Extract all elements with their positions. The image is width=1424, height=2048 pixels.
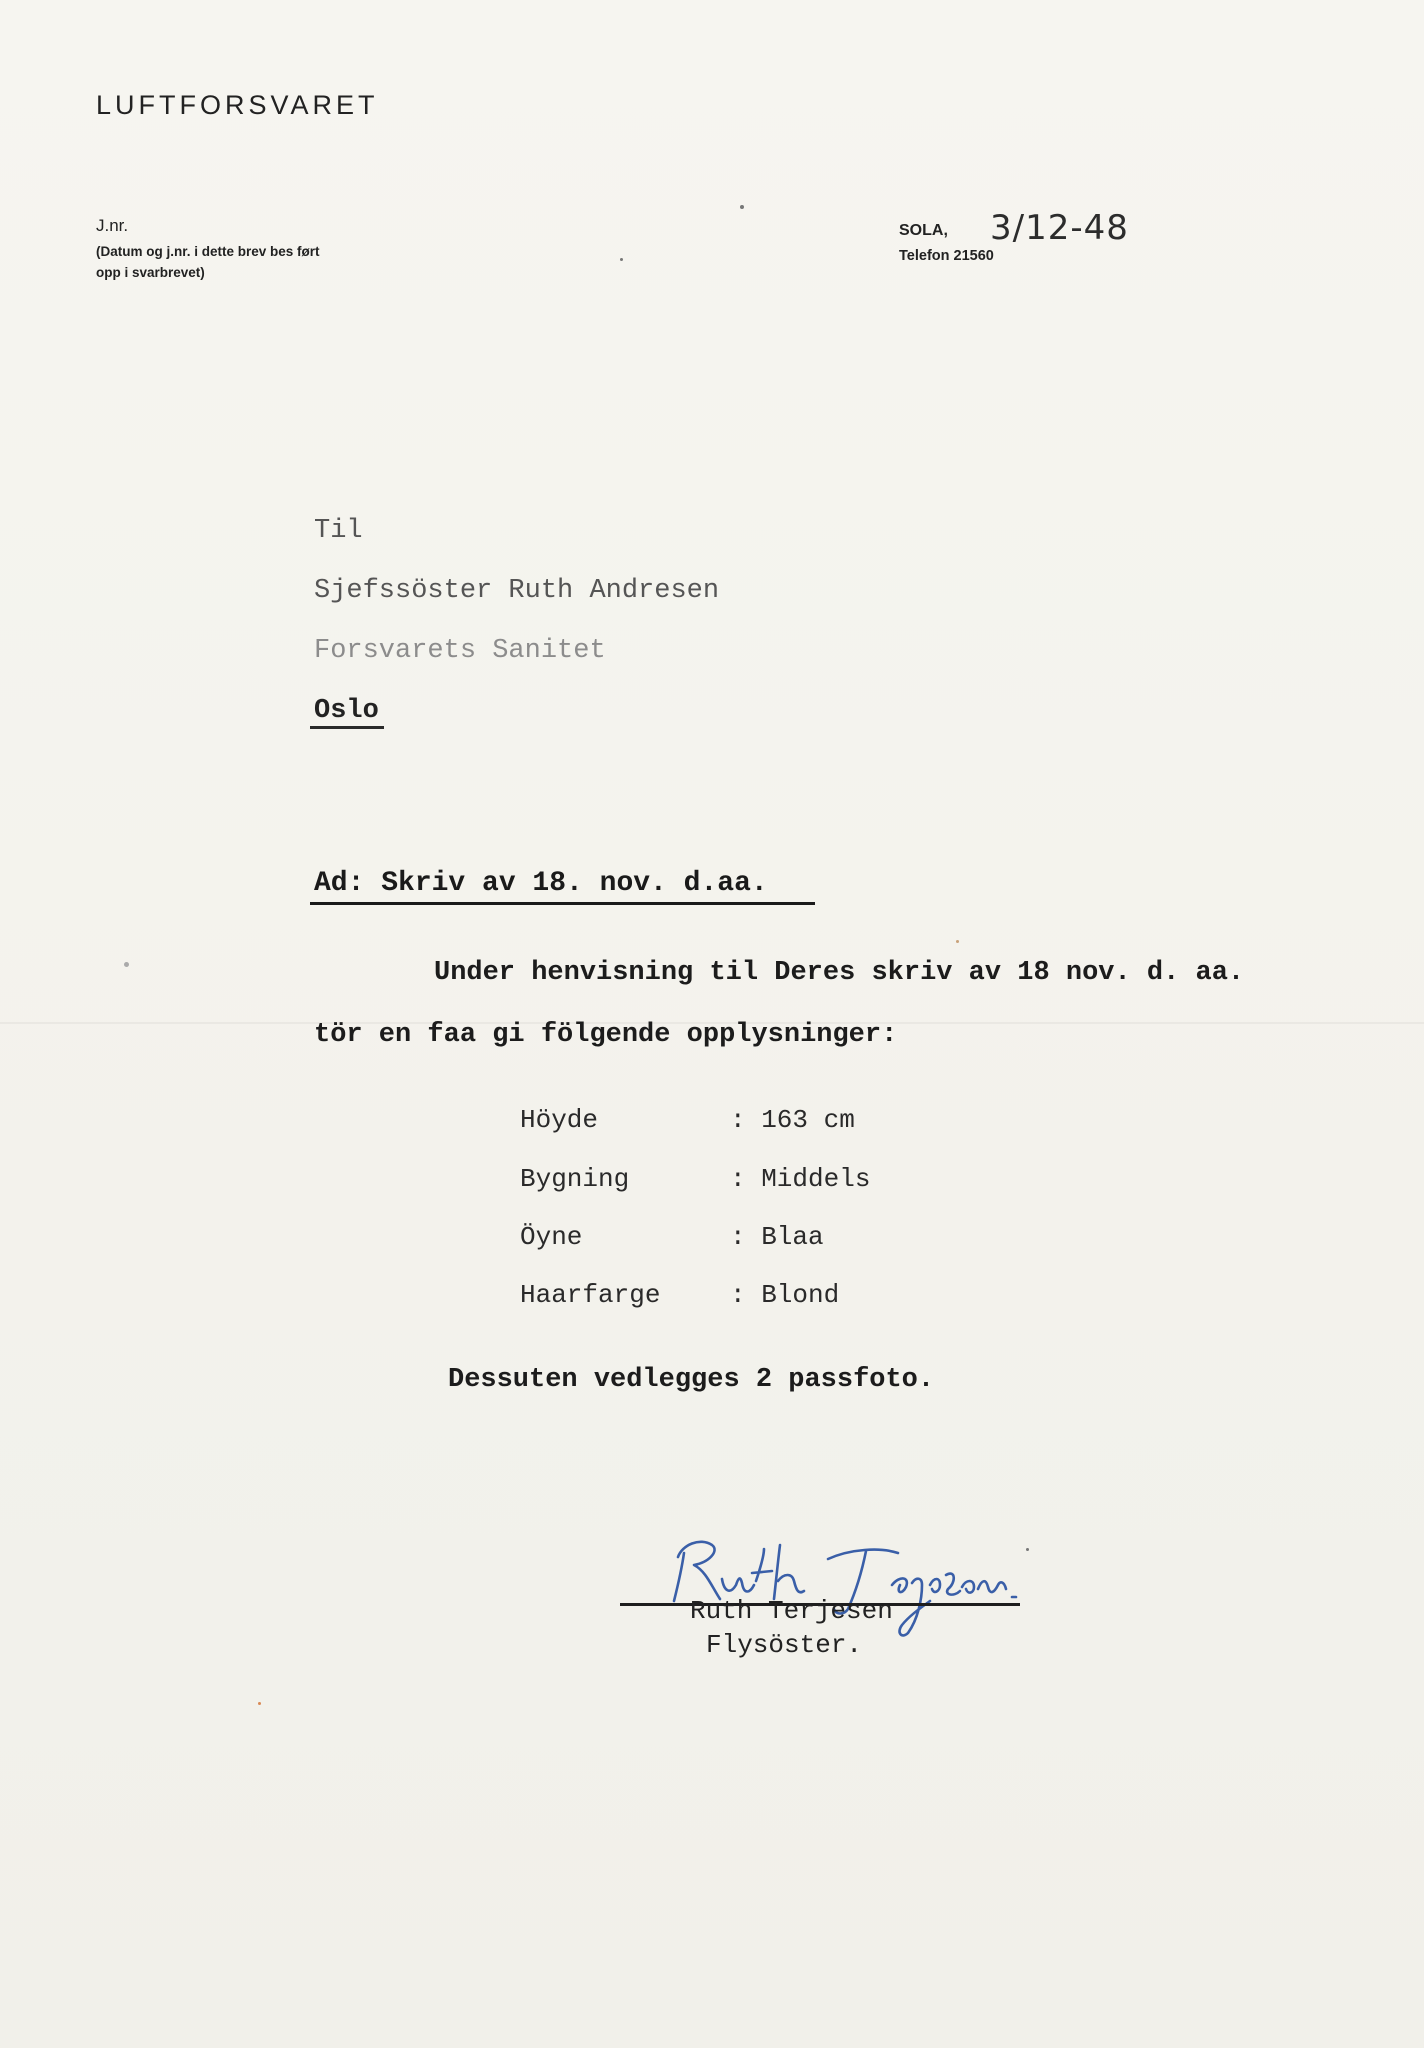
detail-label: Haarfarge [520,1280,661,1310]
paper-speck [740,205,744,209]
subject-line: Ad: Skriv av 18. nov. d.aa. [314,868,768,899]
paper-speck [1026,1548,1029,1551]
detail-label: Höyde [520,1105,599,1135]
detail-label: Bygning [520,1164,630,1194]
signature-text: Ruth Terjesen [660,1515,666,1516]
detail-value: : Blaa [730,1222,824,1252]
detail-value: : Middels [730,1164,871,1194]
subject-underline [310,902,815,905]
signer-title: Flysöster. [706,1630,863,1660]
paper-speck [956,940,959,943]
address-recipient: Sjefssöster Ruth Andresen [314,576,720,606]
address-salutation: Til [314,516,363,546]
detail-value: : 163 cm [730,1105,855,1135]
letterhead-organization: LUFTFORSVARET [96,90,379,120]
letter-date: 3/12-48 [990,208,1129,248]
paper-speck [620,258,623,261]
detail-label: Öyne [520,1222,583,1252]
journal-note-line-2: opp i svarbrevet) [96,265,205,280]
phone-number: Telefon 21560 [899,248,994,264]
address-city: Oslo [314,696,379,726]
body-line-1: Under henvisning til Deres skriv av 18 nov. d. aa. [434,958,1245,988]
closing-line: Dessuten vedlegges 2 passfoto. [448,1365,935,1395]
city-underline [310,726,384,729]
paper-speck [258,1702,261,1705]
place-label: SOLA, [899,222,948,239]
signer-name: Ruth Terjesen [690,1596,893,1626]
address-organization: Forsvarets Sanitet [314,636,606,666]
paper-speck [124,962,129,967]
body-line-2: tör en faa gi fölgende opplysninger: [314,1020,898,1050]
journal-number-label: J.nr. [96,216,129,235]
journal-note-line-1: (Datum og j.nr. i dette brev bes ført [96,244,320,259]
detail-value: : Blond [730,1280,840,1310]
